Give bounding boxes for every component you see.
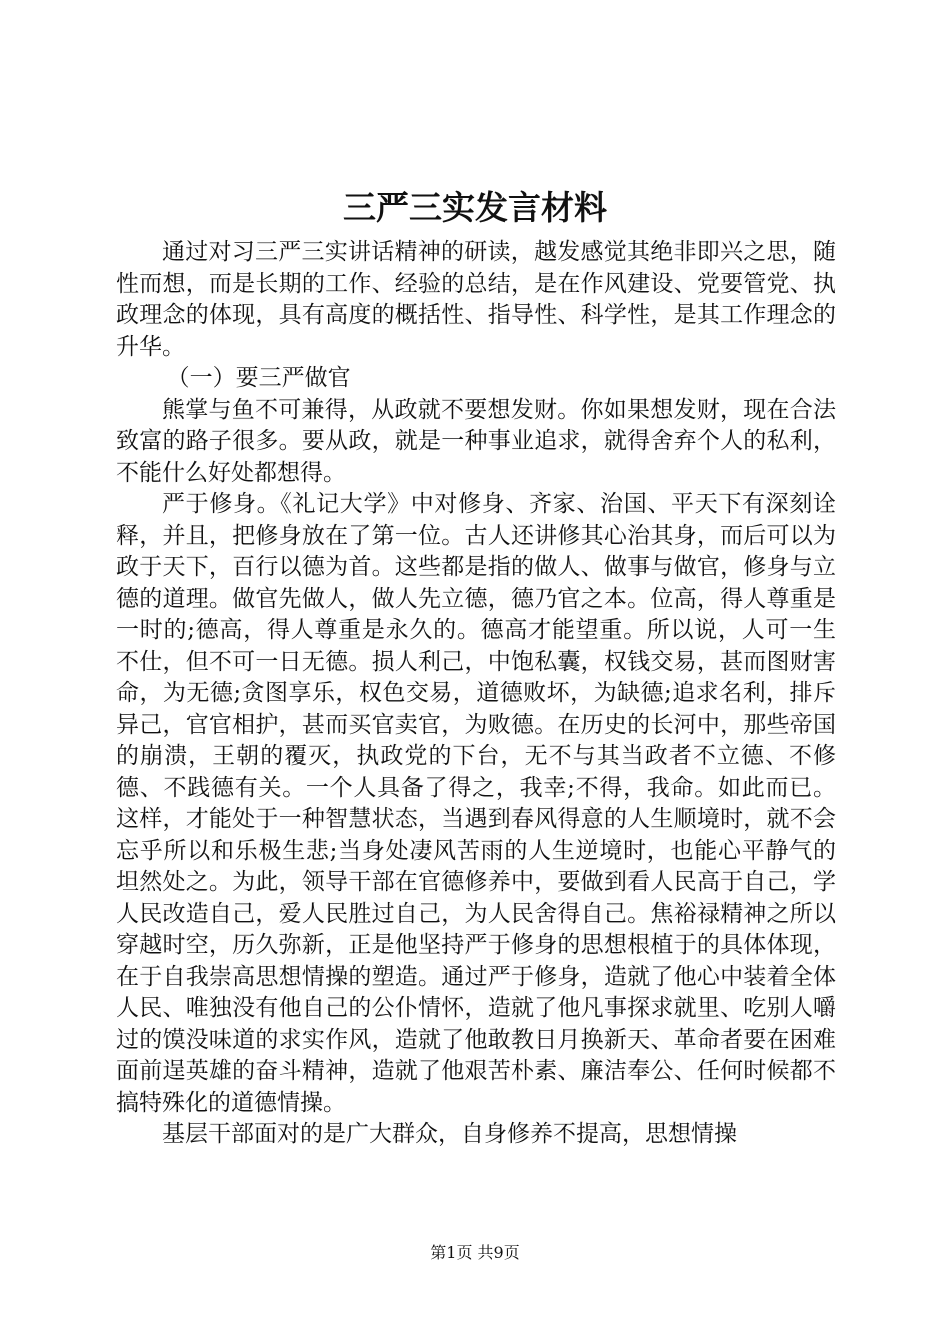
paragraph: 基层干部面对的是广大群众，自身修养不提高，思想情操 [162, 1121, 737, 1147]
document-body [116, 237, 836, 1151]
document-title: 三严三实发言材料 [343, 188, 607, 227]
paragraph: 熊掌与鱼不可兼得，从政就不要想发财。你如果想发财，现在合法致富的路子很多。要从政，就是一种事业追求，就得舍弃个人的私利，不能什么好处都想得。 [116, 396, 836, 486]
page-number-footer: 第1页 共9页 [430, 1243, 520, 1262]
paragraph: 严于修身。《礼记大学》中对修身、齐家、治国、平天下有深刻诠释，并且，把修身放在了第一位。古人还讲修其心治其身，而后可以为政于天下，百行以德为首。这些都是指的做人、做事与做官，修身与立德的道理。做官先做人，做人先立德，德乃官之本。位高，得人尊重是一时的;德高，得人尊重是永久的。德高才能望重。所以说，人可一生不仕，但不可一日无德。损人利己，中饱私囊，权钱交易，甚而图财害命，为无德;贪图享乐，权色交易，道德败坏，为缺德;追求名利，排斥异己，官官相护，甚而买官卖官，为败德。在历史的长河中，那些帝国的崩溃，王朝的覆灭，执政党的下台，无不与其当政者不立德、不修德、不践德有关。一个人具备了得之，我幸;不得，我命。如此而已。这样，才能处于一种智慧状态，当遇到春风得意的人生顺境时，就不会忘乎所以和乐极生悲;当身处凄风苦雨的人生逆境时，也能心平静气的坦然处之。为此，领导干部在官德修养中，要做到看人民高于自己，学人民改造自己，爱人民胜过自己，为人民舍得自己。焦裕禄精神之所以穿越时空，历久弥新，正是他坚持严于修身的思想根植于的具体体现，在于自我崇高思想情操的塑造。通过严于修身，造就了他心中装着全体人民、唯独没有他自己的公仆情怀，造就了他凡事探求就里、吃别人嚼过的馍没味道的求实作风，造就了他敢教日月换新天、革命者要在困难面前逞英雄的奋斗精神，造就了他艰苦朴素、廉洁奉公、任何时候都不搞特殊化的道德情操。 [116, 491, 836, 1116]
section-heading: （一）要三严做官 [166, 365, 351, 391]
paragraph-intro: 通过对习三严三实讲话精神的研读，越发感觉其绝非即兴之思，随性而想，而是长期的工作、经验的总结，是在作风建设、党要管党、执政理念的体现，具有高度的概括性、指导性、科学性，是其工作理念的升华。 [116, 239, 836, 360]
